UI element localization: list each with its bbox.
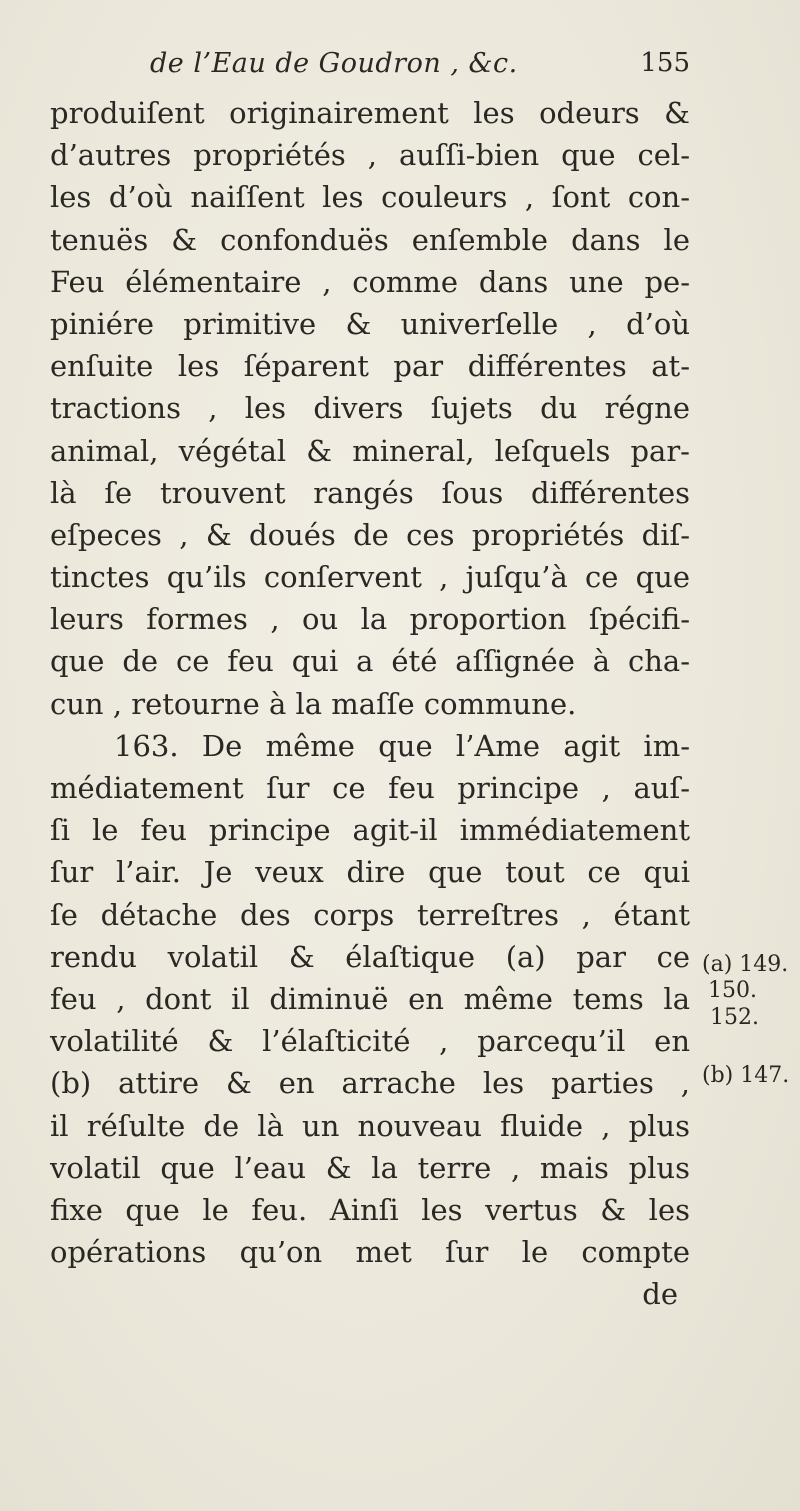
text-line: enſuite les ſéparent par différentes at- [50,349,690,384]
text-line: là ſe trouvent rangés ſous différentes [50,475,690,510]
running-title: de l’Eau de Goudron , &c. [150,48,518,79]
text-line: les d’où naiſſent les couleurs , ſont con- [50,180,690,215]
text-line: piniére primitive & univerſelle , d’où [50,306,690,341]
catchword: de [642,1277,678,1312]
text-line: feu , dont il diminuë en même tems la [50,981,690,1016]
margin-note-a-second: 150. [708,978,757,1003]
text-line: ſe détache des corps terreſtres , étant [50,897,690,932]
margin-notes [700,0,800,1511]
text-line: (b) attire & en arrache les parties , [50,1066,690,1101]
text-line: tinctes qu’ils conſervent , juſqu’à ce que [50,560,690,595]
text-line: opérations qu’on met ſur le compte [50,1235,690,1270]
text-line: volatil que l’eau & la terre , mais plus [50,1150,690,1185]
text-line: Feu élémentaire , comme dans une pe- [50,264,690,299]
text-line: médiatement ſur ce feu principe , auſ- [50,771,690,805]
body-text [50,92,690,1315]
margin-note-b: (b) 147. [702,1063,790,1088]
text-line: cun , retourne à la maſſe commune. [50,686,577,721]
text-line: ſi le feu principe agit-il immédiatement [50,813,690,848]
text-line: d’autres propriétés , auſſi-bien que cel- [50,138,690,173]
text-line: animal, végétal & mineral, leſquels par- [50,433,690,468]
text-line: que de ce feu qui a été aſſignée à cha- [50,644,690,679]
page-header [150,48,690,92]
text-line: fixe que le feu. Ainſi les vertus & les [50,1192,690,1227]
margin-note-a: (a) 149. [702,952,789,977]
text-line: tractions , les divers ſujets du régne [50,391,690,426]
text-line: il réſulte de là un nouveau fluide , plus [50,1108,690,1143]
text-line: tenuës & confonduës enſemble dans le [50,222,690,257]
text-line: eſpeces , & doués de ces propriétés diſ- [50,517,690,552]
text-line: rendu volatil & élaſtique (a) par ce [50,939,690,974]
text-line: leurs formes , ou la proportion ſpécifi- [50,602,690,637]
text-line: ſur l’air. Je veux dire que tout ce qui [50,855,690,890]
text-line: volatilité & l’élaſticité , parcequ’il en [50,1024,690,1059]
paragraph-start-line: 163. De même que l’Ame agit im- [114,728,690,763]
page-number: 155 [640,48,690,78]
text-line: produiſent originairement les odeurs & [50,96,690,130]
margin-note-a-third: 152. [710,1005,759,1030]
